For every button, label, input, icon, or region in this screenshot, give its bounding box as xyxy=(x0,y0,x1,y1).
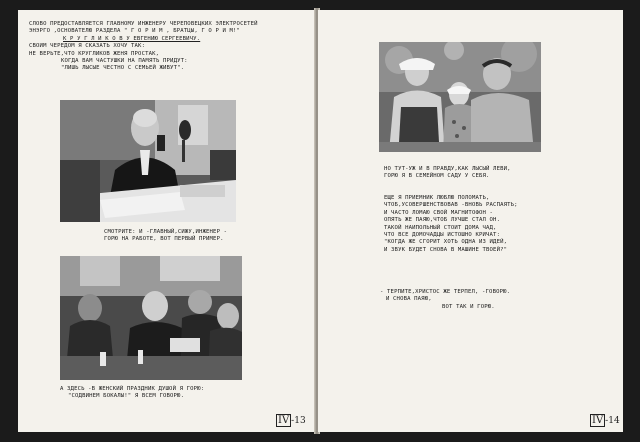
intro-line: СЛОВО ПРЕДОСТАВЛЯЕТСЯ ГЛАВНОМУ ИНЖЕНЕРУ ЧЕРЕПОВЕЦКИХ ЭЛЕКТРОСЕТЕЙ xyxy=(29,21,258,27)
verse-line: ЧТО ВСЕ ДОМОЧАДЦЫ ИСТОШНО КРИЧАТ: xyxy=(384,232,501,239)
verse-line: ЧТОБ,УСОВЕРШЕНСТВОВАВ -ВНОВЬ РАСПАЯТЬ; xyxy=(384,202,518,209)
intro-line: СВОИМ ЧЕРЕДОМ Я СКАЗАТЬ ХОЧУ ТАК: xyxy=(29,43,146,50)
verse-line: - ТЕРПИТЕ,ХРИСТОС ЖЕ ТЕРПЕЛ, -ГОВОРЮ. xyxy=(380,289,511,295)
verse-line: И СНОВА ПАЯЮ, xyxy=(386,296,432,303)
verse-line: "КОГДА ЖЕ СГОРИТ ХОТЬ ОДНА ИЗ ИДЕЙ, xyxy=(384,239,508,246)
intro-line: КОГДА ВАМ ЧАСТУШКИ НА ПАМЯТЬ ПРИДУТ: xyxy=(61,58,188,65)
photo-at-desk xyxy=(60,100,236,222)
intro-line: "ЛИШЬ ЛЫСЫЕ ЧЕСТНО С СЕМЬЕЙ ЖИВУТ". xyxy=(61,65,185,72)
caption-line: СМОТРИТЕ: И -ГЛАВНЫЙ,СИЖУ,ИНЖЕНЕР - xyxy=(104,229,228,235)
verse-line: ГОРЮ Я В СЕМЕЙНОМ САДУ У СЕБЯ. xyxy=(384,173,490,180)
verse-line: И ЧАСТО ЛОМАЮ СВОЙ МАГНИТОФОН - xyxy=(384,209,494,216)
verse-line: НО ТУТ-УЖ И В ПРАВДУ,КАК ЛЫСЫЙ ЛЕВИ, xyxy=(384,166,511,172)
caption-at-work xyxy=(104,229,227,244)
caption-line: А ЗДЕСЬ -В ЖЕНСКИЙ ПРАЗДНИК ДУШОЙ Я ГОРЮ: xyxy=(60,386,205,392)
intro-line: ЭНЭРГО ,ОСНОВАТЕЛЮ РАЗДЕЛА " Г О Р И М , БРАТЦЫ, Г О Р И М!" xyxy=(29,28,241,35)
intro-line: К Р У Г Л И К О В У ЕВГЕНИЮ СЕРГЕЕВИЧУ. xyxy=(63,35,201,42)
verse-family xyxy=(384,166,511,181)
left-page xyxy=(18,10,316,432)
verse-radio xyxy=(384,195,518,254)
verse-ending xyxy=(380,289,510,311)
verse-line: И ЗВУК БУДЕТ СНОВА В МАШИНЕ ТВОЕЙ?" xyxy=(384,246,508,253)
caption-celebration xyxy=(60,386,204,401)
page-number-left: IV -13 xyxy=(278,415,306,426)
intro-line: НЕ ВЕРЬТЕ,ЧТО КРУГЛИКОВ ЖЕНЯ ПРОСТАК, xyxy=(29,50,160,57)
caption-line: "СОДВИНЕМ БОКАЛЫ!" Я ВСЕМ ГОВОРЮ. xyxy=(68,393,185,400)
verse-line: ТАКОЙ НАИПОЛЬНЫЙ СТОИТ ДОМА ЧАД, xyxy=(384,224,497,231)
verse-line: ЕЩЕ Я ПРИЕМНИК ЛЮБЛЮ ПОЛОМАТЬ, xyxy=(384,195,490,201)
photo-family xyxy=(379,42,541,152)
verse-line: ВОТ ТАК И ГОРЮ. xyxy=(442,303,495,310)
right-page xyxy=(318,10,623,432)
intro-verse xyxy=(29,21,258,73)
verse-line: ОПЯТЬ ЖЕ ПАЯЮ,ЧТОБ ЛУЧШЕ СТАЛ ОН. xyxy=(384,217,501,224)
page-number-right: IV -14 xyxy=(592,415,620,426)
photo-celebration xyxy=(60,256,242,380)
caption-line: ГОРЮ НА РАБОТЕ, ВОТ ПЕРВЫЙ ПРИМЕР. xyxy=(104,236,224,243)
